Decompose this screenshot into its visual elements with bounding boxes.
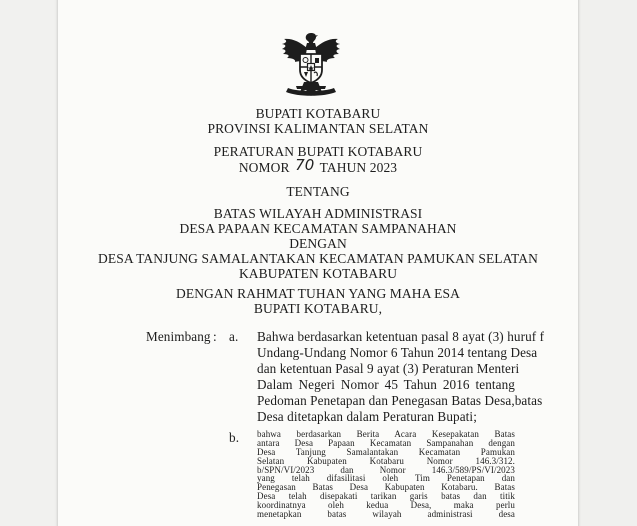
- invocation-line: BUPATI KOTABARU,: [253, 301, 383, 316]
- about-label: TENTANG: [286, 184, 350, 199]
- item-a-line: Pedoman Penetapan dan Penegasan Batas Desa,batas: [257, 393, 543, 408]
- item-a-line: Desa ditetapkan dalam Peraturan Bupati;: [257, 409, 477, 424]
- item-b-line: b/SPN/VI/2023 dan Nomor 146.3/589/PS/VI/2023: [257, 464, 515, 475]
- item-b-line: Selatan Kabupaten Kotabaru Nomor 146.3/312.: [257, 455, 515, 466]
- item-a-line: Dalam Negeri Nomor 45 Tahun 2016 tentang: [257, 377, 515, 392]
- garuda-pancasila-emblem-icon: [278, 30, 344, 102]
- invocation-line: DENGAN RAHMAT TUHAN YANG MAHA ESA: [176, 286, 460, 301]
- subject-line: DESA TANJUNG SAMALANTAKAN KECAMATAN PAMUKAN SELATAN: [98, 251, 538, 266]
- office-name: BUPATI KOTABARU: [255, 106, 381, 121]
- item-marker: b.: [229, 430, 240, 445]
- scan-background-right: [578, 0, 637, 526]
- regulation-title: PERATURAN BUPATI KOTABARU: [213, 144, 423, 159]
- item-b-line: yang telah difasilitasi oleh Tim Penetapan dan: [257, 473, 515, 484]
- regulation-number-suffix: TAHUN 2023: [319, 160, 398, 175]
- province-name: PROVINSI KALIMANTAN SELATAN: [207, 121, 429, 136]
- item-a-line: Undang-Undang Nomor 6 Tahun 2014 tentang Desa: [257, 345, 538, 360]
- item-marker: a.: [229, 329, 239, 344]
- regulation-number-line: [58, 156, 578, 176]
- item-a-line: dan ketentuan Pasal 9 ayat (3) Peraturan Menteri: [257, 361, 520, 376]
- considering-label: Menimbang: [146, 329, 211, 344]
- subject-line: DENGAN: [289, 236, 347, 251]
- item-b-line: antara Desa Papaan Kecamatan Sampanahan dengan: [257, 437, 515, 448]
- considering-colon: :: [213, 329, 217, 344]
- item-b-line: menetapkan batas wilayah administrasi desa: [257, 509, 515, 519]
- item-a-line: Bahwa berdasarkan ketentuan pasal 8 ayat (3) huruf f: [257, 329, 545, 344]
- subject-line: BATAS WILAYAH ADMINISTRASI: [213, 206, 423, 221]
- item-b-line: Penegasan Batas Desa Kabupaten Kotabaru. Batas: [257, 482, 515, 493]
- regulation-number-prefix: NOMOR: [238, 160, 290, 175]
- item-b-line: koordinatnya oleh kedua Desa, maka perlu: [257, 500, 515, 511]
- item-b-line: Desa Tanjung Samalantakan Kecamatan Pamukan: [257, 446, 515, 457]
- item-b-line: bahwa berdasarkan Berita Acara Kesepakatan Batas: [257, 429, 515, 439]
- subject-line: DESA PAPAAN KECAMATAN SAMPANAHAN: [179, 221, 457, 236]
- scan-background-left: [0, 0, 58, 526]
- subject-line: KABUPATEN KOTABARU: [238, 266, 398, 281]
- item-b-line: Desa telah disepakati tarikan garis batas dan titik: [257, 491, 515, 502]
- regulation-number-handwritten: 70: [295, 156, 315, 174]
